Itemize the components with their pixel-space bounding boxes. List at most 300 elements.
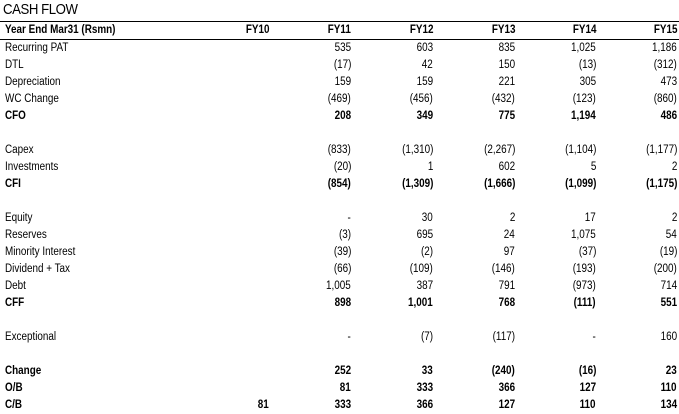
row-label-cell [0,40,188,58]
cell-value: (111) [574,295,596,312]
value-cell [188,397,271,414]
table-row [0,125,679,142]
row-label-cell [0,380,188,397]
value-cell [517,397,598,414]
value-cell [517,329,598,346]
cell-value: 221 [498,74,515,91]
cell-value: (1,175) [646,176,677,193]
value-cell [598,210,679,227]
value-cell [435,346,517,363]
value-cell [435,397,517,414]
cell-value: 1,001 [408,295,433,312]
value-cell [271,176,353,193]
cell-value: 1,194 [571,108,596,125]
row-label: Investments [5,159,58,176]
value-cell [188,295,271,312]
value-cell [271,244,353,261]
value-cell [435,74,517,91]
cell-value: 775 [498,108,515,125]
cell-value: 5 [590,159,596,176]
value-cell [598,261,679,278]
value-cell [353,278,435,295]
value-cell [188,108,271,125]
cell-value: 2 [509,210,515,227]
value-cell [271,312,353,329]
row-label-cell [0,244,188,261]
value-cell [271,159,353,176]
row-label: Depreciation [5,74,61,91]
table-row [0,244,679,261]
value-cell [188,261,271,278]
value-cell [271,91,353,108]
cell-value: (37) [578,244,596,261]
value-cell [517,193,598,210]
cell-value: (312) [654,57,677,74]
value-cell [598,397,679,414]
value-cell [435,193,517,210]
value-cell [598,329,679,346]
table-row [0,142,679,159]
cell-value: 695 [416,227,433,244]
value-cell [353,295,435,312]
value-cell [598,159,679,176]
value-cell [188,74,271,91]
value-cell [598,227,679,244]
cell-value: 159 [334,74,351,91]
cell-value: (146) [492,261,515,278]
row-label-cell [0,363,188,380]
cell-value: 127 [579,380,596,397]
cell-value: 333 [334,397,351,414]
cell-value: 1,075 [571,227,596,244]
value-cell [598,346,679,363]
cell-value: 2 [671,159,677,176]
cell-value: (2) [421,244,433,261]
cell-value: (117) [493,329,515,346]
row-label-cell [0,176,188,193]
value-cell [517,363,598,380]
cash-flow-table [0,22,679,414]
row-label-cell [0,329,188,346]
row-label: Reserves [5,227,47,244]
cell-value: 30 [422,210,433,227]
row-label: Dividend + Tax [5,261,70,278]
value-cell [353,142,435,159]
table-header-row [0,22,679,40]
value-cell [517,125,598,142]
value-cell [353,91,435,108]
cell-value: (2,267) [484,142,515,159]
cell-value: 305 [579,74,596,91]
value-cell [271,329,353,346]
value-cell [271,210,353,227]
header-cell [435,22,517,40]
cell-value: 1,025 [571,40,596,57]
cell-value: 535 [334,40,351,57]
cell-value: 81 [340,380,351,397]
value-cell [517,142,598,159]
value-cell [353,244,435,261]
value-cell [435,261,517,278]
table-row [0,363,679,380]
row-label-cell [0,278,188,295]
value-cell [517,346,598,363]
cell-value: 486 [660,108,677,125]
cell-value: 134 [660,397,677,414]
value-cell [188,125,271,142]
value-cell [517,244,598,261]
value-cell [435,244,517,261]
cell-value: (854) [328,176,351,193]
row-label-cell [0,397,188,414]
cell-value: 387 [416,278,433,295]
cell-value: 603 [416,40,433,57]
cell-value: 551 [660,295,677,312]
cell-value: (860) [654,91,677,108]
value-cell [188,227,271,244]
cell-value: - [348,329,351,346]
table-row [0,346,679,363]
cell-value: 835 [498,40,515,57]
row-label-cell [0,227,188,244]
row-label-cell [0,125,188,142]
value-cell [598,312,679,329]
cell-value: 349 [416,108,433,125]
value-cell [271,57,353,74]
value-cell [271,193,353,210]
value-cell [353,346,435,363]
value-cell [435,40,517,58]
cell-value: 110 [580,397,596,414]
value-cell [517,74,598,91]
cell-value: (200) [654,261,677,278]
value-cell [188,57,271,74]
cell-value: - [348,210,351,227]
row-label: O/B [5,380,23,397]
value-cell [353,193,435,210]
cell-value: (19) [659,244,677,261]
row-label-cell [0,346,188,363]
value-cell [435,295,517,312]
value-cell [435,57,517,74]
value-cell [598,295,679,312]
cell-value: (193) [573,261,596,278]
value-cell [188,278,271,295]
table-body [0,40,679,414]
value-cell [435,329,517,346]
header-cell [0,22,188,40]
value-cell [598,363,679,380]
value-cell [271,363,353,380]
header-label: FY15 [653,22,677,39]
row-label-cell [0,108,188,125]
cell-value: 1,005 [326,278,351,295]
cell-value: 127 [498,397,515,414]
cell-value: (109) [410,261,433,278]
value-cell [517,159,598,176]
row-label: Minority Interest [5,244,75,261]
cell-value: - [593,329,596,346]
row-label: CFO [5,108,26,125]
cell-value: 54 [666,227,677,244]
table-row [0,278,679,295]
value-cell [517,278,598,295]
value-cell [271,261,353,278]
value-cell [517,295,598,312]
value-cell [435,278,517,295]
value-cell [188,346,271,363]
value-cell [353,261,435,278]
value-cell [188,312,271,329]
cell-value: 2 [671,210,677,227]
cell-value: (39) [333,244,351,261]
value-cell [598,91,679,108]
value-cell [517,40,598,58]
cell-value: (123) [573,91,596,108]
table-row [0,193,679,210]
cell-value: (13) [578,57,596,74]
value-cell [188,159,271,176]
value-cell [271,227,353,244]
table-row [0,397,679,414]
cell-value: 159 [416,74,433,91]
cell-value: (833) [328,142,351,159]
value-cell [435,363,517,380]
value-cell [353,363,435,380]
row-label: DTL [5,57,24,74]
value-cell [517,91,598,108]
value-cell [353,397,435,414]
value-cell [435,159,517,176]
cell-value: (66) [333,261,351,278]
value-cell [188,363,271,380]
value-cell [188,210,271,227]
cell-value: 791 [498,278,515,295]
header-label: FY11 [328,22,351,39]
cell-value: 1 [427,159,433,176]
value-cell [517,261,598,278]
row-label-cell [0,74,188,91]
value-cell [598,108,679,125]
value-cell [353,159,435,176]
cell-value: 81 [258,397,269,414]
value-cell [598,74,679,91]
table-row [0,74,679,91]
value-cell [353,40,435,58]
row-label-cell [0,295,188,312]
table-row [0,312,679,329]
value-cell [353,74,435,91]
value-cell [517,227,598,244]
row-label: WC Change [5,91,59,108]
value-cell [598,57,679,74]
table-row [0,295,679,312]
cell-value: 473 [660,74,677,91]
table-row [0,261,679,278]
value-cell [598,193,679,210]
row-label: Exceptional [5,329,56,346]
cell-value: 150 [498,57,515,74]
value-cell [435,227,517,244]
value-cell [353,380,435,397]
cell-value: 768 [498,295,515,312]
row-label-cell [0,159,188,176]
table-row [0,91,679,108]
value-cell [188,176,271,193]
value-cell [353,210,435,227]
value-cell [598,244,679,261]
value-cell [435,142,517,159]
cell-value: (17) [333,57,351,74]
header-cell [598,22,679,40]
cell-value: 252 [334,363,351,380]
value-cell [188,142,271,159]
value-cell [598,40,679,58]
header-label: Year End Mar31 (Rsmn) [5,22,115,39]
cell-value: (1,099) [565,176,596,193]
cell-value: (7) [421,329,433,346]
cell-value: 97 [504,244,515,261]
value-cell [517,176,598,193]
header-cell [517,22,598,40]
row-label-cell [0,210,188,227]
cell-value: 42 [422,57,433,74]
cell-value: (240) [492,363,515,380]
value-cell [188,380,271,397]
row-label: CFF [5,295,24,312]
cell-value: (1,309) [402,176,433,193]
table-row [0,40,679,58]
value-cell [598,278,679,295]
value-cell [271,74,353,91]
cell-value: (3) [339,227,351,244]
value-cell [188,40,271,58]
table-row [0,176,679,193]
cell-value: 160 [660,329,677,346]
cell-value: 33 [422,363,433,380]
header-label: FY13 [491,22,515,39]
cell-value: 366 [416,397,433,414]
header-cell [188,22,271,40]
value-cell [188,244,271,261]
table-row [0,227,679,244]
table-row [0,57,679,74]
value-cell [517,108,598,125]
value-cell [353,57,435,74]
cell-value: (456) [410,91,433,108]
value-cell [271,380,353,397]
header-label: FY14 [572,22,596,39]
cell-value: (20) [333,159,351,176]
value-cell [271,278,353,295]
value-cell [353,227,435,244]
value-cell [188,193,271,210]
cell-value: (1,104) [565,142,596,159]
cell-value: 208 [334,108,351,125]
value-cell [598,142,679,159]
value-cell [353,125,435,142]
cell-value: (1,310) [402,142,433,159]
row-label: Change [5,363,41,380]
value-cell [188,329,271,346]
value-cell [353,108,435,125]
cell-value: 24 [504,227,515,244]
value-cell [598,176,679,193]
value-cell [435,380,517,397]
value-cell [435,108,517,125]
value-cell [271,108,353,125]
row-label-cell [0,57,188,74]
value-cell [598,380,679,397]
value-cell [271,142,353,159]
value-cell [353,312,435,329]
row-label: C/B [5,397,22,414]
page-title: CASH FLOW [3,1,78,19]
row-label: Equity [5,210,32,227]
value-cell [271,295,353,312]
value-cell [271,125,353,142]
header-label: FY10 [245,22,269,39]
table-row [0,329,679,346]
row-label: Recurring PAT [5,40,68,57]
table-row [0,380,679,397]
value-cell [517,57,598,74]
value-cell [271,346,353,363]
value-cell [435,125,517,142]
value-cell [188,91,271,108]
value-cell [517,210,598,227]
header-cell [271,22,353,40]
cell-value: (432) [492,91,515,108]
cell-value: 714 [660,278,677,295]
cell-value: 23 [666,363,677,380]
row-label: Capex [5,142,34,159]
cell-value: 602 [498,159,515,176]
row-label-cell [0,261,188,278]
cell-value: (973) [573,278,596,295]
header-cell [353,22,435,40]
row-label-cell [0,142,188,159]
cell-value: 366 [498,380,515,397]
value-cell [435,91,517,108]
cell-value: 1,186 [652,40,677,57]
value-cell [517,312,598,329]
table-row [0,210,679,227]
cell-value: (1,177) [646,142,677,159]
cell-value: (1,666) [484,176,515,193]
value-cell [353,329,435,346]
table-row [0,108,679,125]
row-label-cell [0,312,188,329]
cell-value: 333 [416,380,433,397]
table-row [0,159,679,176]
value-cell [271,40,353,58]
cell-value: 17 [585,210,596,227]
cell-value: 110 [661,380,677,397]
cell-value: (16) [578,363,596,380]
value-cell [598,125,679,142]
row-label-cell [0,91,188,108]
header-label: FY12 [409,22,433,39]
cell-value: (469) [328,91,351,108]
value-cell [271,397,353,414]
value-cell [517,380,598,397]
cell-value: 898 [334,295,351,312]
value-cell [435,312,517,329]
value-cell [353,176,435,193]
row-label: Debt [5,278,26,295]
row-label-cell [0,193,188,210]
